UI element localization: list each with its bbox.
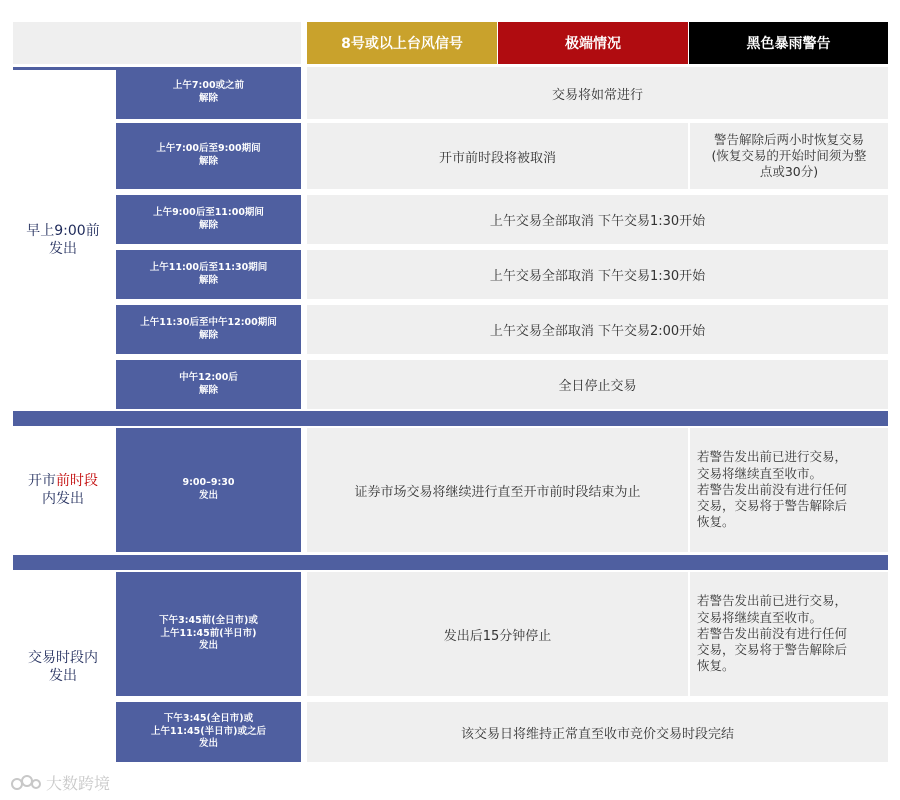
condition-cell: 上午7:00或之前 解除 [116,67,301,119]
result-cell: 交易将如常进行 [307,67,888,119]
watermark-text: 大数跨境 [46,773,111,793]
group-divider-bar [13,411,888,426]
group-label-preopen-suffix: 内发出 [42,491,84,507]
watermark-logo-icon [10,772,42,792]
group-label-preopen-highlight: 前时段 [56,472,98,489]
note-cell: 警告解除后两小时恢复交易 (恢复交易的开始时间须为整 点或30分) [690,123,888,189]
result-cell: 发出后15分钟停止 [307,572,688,696]
group-label-morning: 早上9:00前 发出 [26,222,100,257]
header-blank-cell [13,22,301,64]
condition-cell: 上午9:00后至11:00期间 解除 [116,195,301,244]
header-black-rainstorm: 黑色暴雨警告 [689,22,888,64]
result-cell: 该交易日将维持正常直至收市竞价交易时段完结 [307,702,888,762]
group-label-trading: 交易时段内 发出 [28,649,98,684]
result-cell: 全日停止交易 [307,360,888,409]
group-label-preopen [13,428,113,552]
condition-cell: 下午3:45(全日市)或 上午11:45(半日市)或之后 发出 [116,702,301,762]
condition-cell: 上午7:00后至9:00期间 解除 [116,123,301,189]
result-cell: 上午交易全部取消 下午交易1:30开始 [307,195,888,244]
group-label-preopen-prefix: 开市 [28,472,56,489]
header-typhoon-signal: 8号或以上台风信号 [307,22,497,64]
header-extreme-conditions: 极端情况 [498,22,688,64]
condition-cell: 上午11:30后至中午12:00期间 解除 [116,305,301,354]
note-cell: 若警告发出前已进行交易， 交易将继续直至收市。 若警告发出前没有进行任何 交易，交易将于警告解除后 恢复。 [690,572,888,696]
group-divider-bar [13,555,888,570]
note-cell: 若警告发出前已进行交易， 交易将继续直至收市。 若警告发出前没有进行任何 交易，交易将于警告解除后 恢复。 [690,428,888,552]
result-cell: 上午交易全部取消 下午交易2:00开始 [307,305,888,354]
result-cell: 证券市场交易将继续进行直至开市前时段结束为止 [307,428,688,552]
result-cell: 开市前时段将被取消 [307,123,688,189]
condition-cell: 上午11:00后至11:30期间 解除 [116,250,301,299]
result-cell: 上午交易全部取消 下午交易1:30开始 [307,250,888,299]
condition-cell: 9:00–9:30 发出 [116,428,301,552]
watermark [10,770,110,794]
condition-cell: 下午3:45前(全日市)或 上午11:45前(半日市) 发出 [116,572,301,696]
condition-cell: 中午12:00后 解除 [116,360,301,409]
